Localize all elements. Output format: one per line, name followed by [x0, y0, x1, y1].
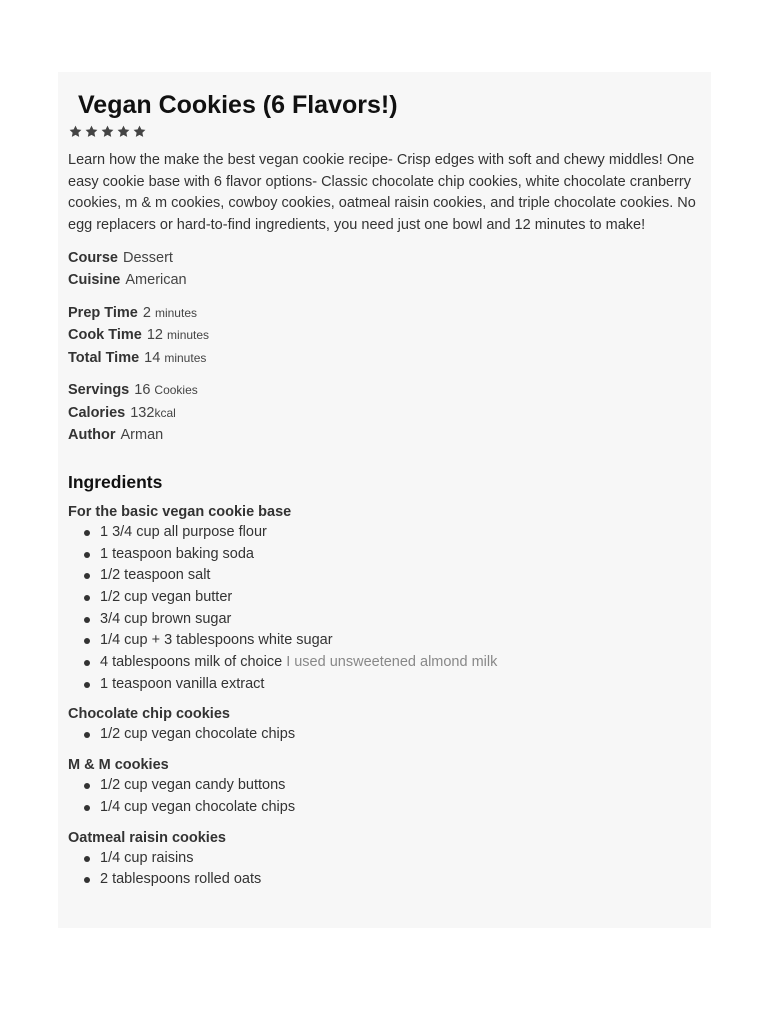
meta-course	[68, 247, 701, 270]
ingredient-item	[68, 775, 701, 797]
servings-label: Servings	[68, 382, 130, 399]
servings-unit: Cookies	[154, 383, 198, 398]
prep-time-unit: minutes	[154, 305, 197, 320]
ingredient-group-name: For the basic vegan cookie base	[68, 503, 292, 520]
total-time-value: 14	[144, 349, 161, 366]
rating-stars[interactable]	[68, 124, 701, 142]
meta-servings	[68, 379, 701, 402]
star-icon[interactable]	[68, 124, 83, 139]
meta-calories	[68, 402, 701, 425]
ingredient-group-name: Oatmeal raisin cookies	[68, 829, 226, 846]
ingredient-text: 1 teaspoon vanilla extract	[100, 675, 265, 692]
ingredient-item	[68, 544, 701, 566]
meta-cuisine	[68, 269, 701, 292]
author-value: Arman	[120, 427, 164, 444]
ingredient-item	[68, 522, 701, 544]
meta-times	[68, 302, 701, 370]
star-icon[interactable]	[84, 124, 99, 139]
ingredient-item	[68, 848, 701, 870]
ingredient-text: 1/2 cup vegan candy buttons	[100, 777, 286, 794]
ingredient-text: 1/4 cup raisins	[100, 849, 194, 866]
ingredient-text: 1/4 cup + 3 tablespoons white sugar	[100, 632, 333, 649]
ingredient-text: 4 tablespoons milk of choice	[100, 654, 283, 671]
ingredient-text: 1 3/4 cup all purpose flour	[100, 523, 267, 540]
star-icon[interactable]	[116, 124, 131, 139]
recipe-card	[58, 72, 711, 928]
cook-time-label: Cook Time	[68, 327, 142, 344]
ingredient-item	[68, 724, 701, 746]
ingredient-note: I used unsweetened almond milk	[286, 654, 498, 671]
ingredients-heading: Ingredients	[68, 471, 163, 492]
ingredient-item	[68, 652, 701, 674]
ingredient-list	[68, 775, 701, 818]
cook-time-value: 12	[146, 327, 163, 344]
ingredient-item	[68, 869, 701, 891]
ingredient-item	[68, 565, 701, 587]
recipe-summary: Learn how the make the best vegan cookie recipe- Crisp edges with soft and chewy middles! One easy cookie base with 6 flavor options- Classic chocolate chip cookies, white chocolate cranberry cookies, m & m cookies, cowboy cookies, oatmeal raisin cookies, and triple chocolate cookies. No egg replacers or hard-to-find ingredients, you need just one bowl and 12 minutes to make!	[68, 152, 696, 234]
ingredient-text: 1/2 teaspoon salt	[100, 567, 211, 584]
meta-author	[68, 424, 701, 447]
calories-label: Calories	[68, 404, 126, 421]
ingredient-text: 1/2 cup vegan chocolate chips	[100, 726, 296, 743]
ingredient-list	[68, 724, 701, 746]
ingredient-groups	[68, 502, 701, 891]
author-label: Author	[68, 427, 116, 444]
ingredient-text: 3/4 cup brown sugar	[100, 610, 232, 627]
course-label: Course	[68, 249, 118, 266]
ingredient-item	[68, 674, 701, 696]
course-value: Dessert	[122, 249, 173, 266]
ingredient-text: 1/2 cup vegan butter	[100, 588, 233, 605]
meta-cook-time	[68, 324, 701, 347]
ingredient-list	[68, 522, 701, 696]
ingredient-group-name: M & M cookies	[68, 757, 169, 774]
calories-value: 132	[130, 404, 155, 421]
ingredient-item	[68, 630, 701, 652]
ingredient-text: 2 tablespoons rolled oats	[100, 871, 262, 888]
ingredient-text: 1/4 cup vegan chocolate chips	[100, 798, 296, 815]
ingredient-item	[68, 609, 701, 631]
total-time-label: Total Time	[68, 349, 140, 366]
meta-prep-time	[68, 302, 701, 325]
cuisine-label: Cuisine	[68, 272, 121, 289]
ingredient-group-name: Chocolate chip cookies	[68, 706, 230, 723]
meta-servings-calories-author	[68, 379, 701, 447]
ingredient-text: 1 teaspoon baking soda	[100, 545, 254, 562]
meta-total-time	[68, 347, 701, 370]
star-icon[interactable]	[132, 124, 147, 139]
recipe-title: Vegan Cookies (6 Flavors!)	[78, 91, 398, 119]
ingredient-item	[68, 797, 701, 819]
total-time-unit: minutes	[164, 350, 207, 365]
prep-time-value: 2	[142, 304, 151, 321]
star-icon[interactable]	[100, 124, 115, 139]
cook-time-unit: minutes	[167, 328, 210, 343]
ingredient-list	[68, 848, 701, 891]
meta-course-cuisine	[68, 247, 701, 292]
cuisine-value: American	[125, 272, 187, 289]
servings-value[interactable]: 16	[134, 382, 151, 399]
calories-unit: kcal	[154, 405, 176, 420]
prep-time-label: Prep Time	[68, 304, 138, 321]
ingredient-item	[68, 587, 701, 609]
